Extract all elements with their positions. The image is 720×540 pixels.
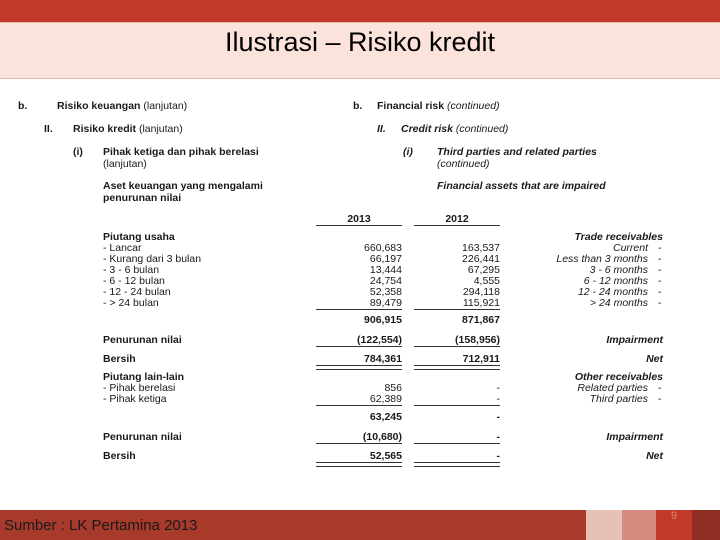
row-value-2012: 294,118 (462, 286, 500, 298)
row-value-2012: - (496, 382, 500, 394)
section-b-title-en: Financial risk (continued) (377, 100, 500, 112)
row-value-2013: 856 (384, 382, 402, 394)
net-double-rule (414, 365, 500, 370)
row-value-2013: 660,683 (364, 242, 402, 254)
row-value-2013: 52,358 (369, 286, 402, 298)
table-row: - 3 - 6 bulan 13,444 67,295 3 - 6 months - (103, 264, 662, 276)
footer-decor-block (692, 510, 720, 540)
other-impairment-label: Penurunan nilai (103, 431, 182, 443)
other-receivables-heading: Piutang lain-lain (103, 371, 185, 383)
other-total-2012: - (496, 411, 500, 423)
section-b-label-en: b. (353, 100, 363, 112)
row-value-2012: 115,921 (462, 297, 500, 309)
other-receivables-heading-en: Other receivables (574, 371, 663, 383)
row-label-en: Third parties (589, 393, 648, 405)
row-value-2012: 163,537 (462, 242, 500, 254)
row-label-en: Less than 3 months (556, 253, 648, 265)
row-value-2012: 226,441 (462, 253, 500, 265)
row-label-en: > 24 months (589, 297, 648, 309)
row-value-2013: 13,444 (369, 264, 402, 276)
row-label-en: Current (612, 242, 648, 254)
row-label: - > 24 bulan (103, 297, 159, 309)
trade-net-2012: 712,911 (462, 353, 500, 365)
trade-net-label: Bersih (103, 353, 136, 365)
other-net-2013: 52,565 (369, 450, 402, 462)
section-ii-title: Risiko kredit (lanjutan) (73, 123, 183, 135)
trade-total-2012: 871,867 (462, 314, 500, 326)
impairment-rule (316, 346, 402, 347)
subtotal-rule (316, 309, 402, 310)
row-label: - 12 - 24 bulan (103, 286, 171, 298)
column-header-2013: 2013 (347, 213, 371, 225)
row-label: - Pihak ketiga (103, 393, 167, 405)
net-double-rule (414, 462, 500, 467)
subtotal-rule (316, 405, 402, 406)
trade-impairment-2012: (158,956) (455, 334, 500, 346)
row-value-2013: 62,389 (369, 393, 402, 405)
impairment-rule (316, 443, 402, 444)
subtotal-rule (414, 405, 500, 406)
section-ii-title-en: Credit risk (continued) (401, 123, 509, 135)
column-rule (316, 225, 402, 226)
other-impairment-2012: - (496, 431, 500, 443)
impaired-assets-heading: Aset keuangan yang mengalami (103, 180, 263, 192)
row-label: - Lancar (103, 242, 142, 254)
row-label: - Pihak berelasi (103, 382, 176, 394)
section-b-label: b. (18, 100, 28, 112)
row-label: - 6 - 12 bulan (103, 275, 165, 287)
row-value-2012: 67,295 (467, 264, 500, 276)
trade-impairment-2013: (122,554) (357, 334, 402, 346)
row-label-en: Related parties (577, 382, 648, 394)
section-i-label-en: (i) (403, 146, 413, 158)
table-row: - Lancar 660,683 163,537 Current - (103, 242, 662, 254)
table-row: - Pihak berelasi 856 - Related parties - (103, 382, 662, 394)
other-net-label-en: Net (646, 450, 663, 462)
column-header-2012: 2012 (445, 213, 469, 225)
table-row: - Kurang dari 3 bulan 66,197 226,441 Less than 3 months - (103, 253, 662, 265)
impairment-rule (414, 443, 500, 444)
footer-bar (0, 510, 720, 540)
row-value-2012: 4,555 (473, 275, 500, 287)
subtotal-rule (414, 309, 500, 310)
section-i-title-en: Third parties and related parties (437, 146, 597, 158)
row-value-2013: 89,479 (369, 297, 402, 309)
table-row: - 12 - 24 bulan 52,358 294,118 12 - 24 months - (103, 286, 662, 298)
impaired-assets-heading-2: penurunan nilai (103, 192, 182, 204)
net-double-rule (316, 462, 402, 467)
trade-receivables-heading-en: Trade receivables (574, 231, 663, 243)
section-ii-label-en: II. (377, 123, 386, 135)
table-row: - > 24 bulan 89,479 115,921 > 24 months - (103, 297, 662, 309)
section-i-cont: (lanjutan) (103, 158, 147, 170)
section-i-cont-en: (continued) (437, 158, 490, 170)
trade-impairment-label-en: Impairment (606, 334, 663, 346)
trade-receivables-heading: Piutang usaha (103, 231, 175, 243)
row-label-en: 12 - 24 months (577, 286, 648, 298)
other-total-2013: 63,245 (369, 411, 402, 423)
net-double-rule (316, 365, 402, 370)
trade-net-label-en: Net (646, 353, 663, 365)
trade-impairment-label: Penurunan nilai (103, 334, 182, 346)
section-b-title: Risiko keuangan (lanjutan) (57, 100, 188, 112)
trade-total-2013: 906,915 (364, 314, 402, 326)
other-impairment-2013: (10,680) (362, 431, 402, 443)
row-label-en: 3 - 6 months (589, 264, 648, 276)
row-value-2013: 66,197 (369, 253, 402, 265)
row-label: - Kurang dari 3 bulan (103, 253, 202, 265)
row-label: - 3 - 6 bulan (103, 264, 160, 276)
footer-decor-block (586, 510, 622, 540)
section-i-label: (i) (73, 146, 83, 158)
financial-statement-excerpt (0, 80, 720, 480)
impairment-rule (414, 346, 500, 347)
table-row: - 6 - 12 bulan 24,754 4,555 6 - 12 months - (103, 275, 662, 287)
table-row: - Pihak ketiga 62,389 - Third parties - (103, 393, 662, 405)
other-net-label: Bersih (103, 450, 136, 462)
row-value-2012: - (496, 393, 500, 405)
source-caption: Sumber : LK Pertamina 2013 (4, 517, 198, 534)
top-accent-bar (0, 0, 720, 22)
trade-net-2013: 784,361 (364, 353, 402, 365)
footer-decor-block (622, 510, 656, 540)
page-title: Ilustrasi – Risiko kredit (224, 27, 496, 57)
impaired-assets-heading-en: Financial assets that are impaired (437, 180, 606, 192)
section-ii-label: II. (44, 123, 53, 135)
section-i-title: Pihak ketiga dan pihak berelasi (103, 146, 259, 158)
other-impairment-label-en: Impairment (606, 431, 663, 443)
row-label-en: 6 - 12 months (583, 275, 648, 287)
page-number: 9 (670, 510, 678, 522)
other-net-2012: - (496, 450, 500, 462)
column-rule (414, 225, 500, 226)
row-value-2013: 24,754 (369, 275, 402, 287)
